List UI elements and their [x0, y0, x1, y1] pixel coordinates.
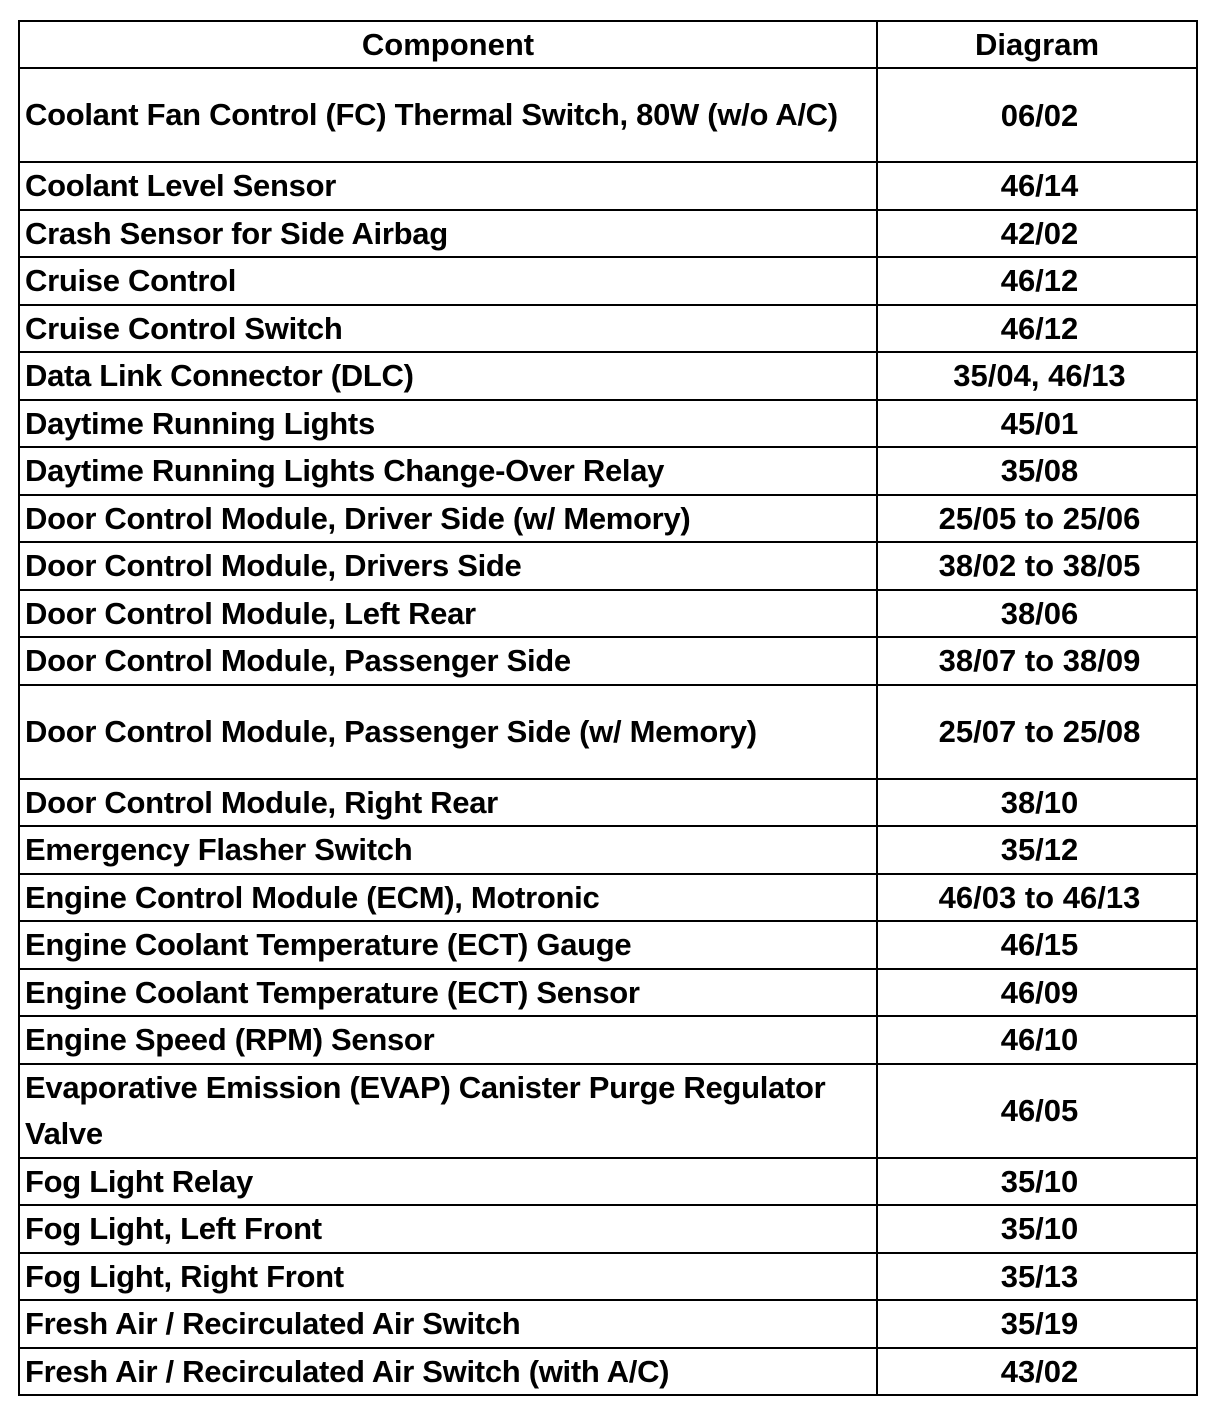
diagram-cell: 06/02 [877, 68, 1197, 162]
component-cell: Door Control Module, Right Rear [19, 779, 877, 827]
diagram-cell: 38/06 [877, 590, 1197, 638]
component-cell: Cruise Control [19, 257, 877, 305]
diagram-cell: 35/13 [877, 1253, 1197, 1301]
component-column-header: Component [19, 21, 877, 68]
diagram-cell: 42/02 [877, 210, 1197, 258]
component-cell: Door Control Module, Left Rear [19, 590, 877, 638]
table-row [19, 352, 1197, 400]
table-row [19, 874, 1197, 922]
diagram-cell: 43/02 [877, 1348, 1197, 1396]
diagram-cell: 25/07 to 25/08 [877, 685, 1197, 779]
table-row [19, 1158, 1197, 1206]
component-cell: Fog Light, Left Front [19, 1205, 877, 1253]
table-row [19, 1016, 1197, 1064]
table-row [19, 779, 1197, 827]
table-row [19, 1300, 1197, 1348]
diagram-cell: 46/12 [877, 257, 1197, 305]
diagram-cell: 46/12 [877, 305, 1197, 353]
table-row [19, 685, 1197, 779]
component-cell: Door Control Module, Passenger Side [19, 637, 877, 685]
table-row [19, 210, 1197, 258]
diagram-cell: 38/07 to 38/09 [877, 637, 1197, 685]
table-row [19, 1205, 1197, 1253]
table-row [19, 162, 1197, 210]
table-row [19, 969, 1197, 1017]
component-cell: Door Control Module, Passenger Side (w/ Memory) [19, 685, 877, 779]
component-cell: Door Control Module, Driver Side (w/ Memory) [19, 495, 877, 543]
diagram-cell: 46/10 [877, 1016, 1197, 1064]
table-row [19, 590, 1197, 638]
diagram-cell: 35/04, 46/13 [877, 352, 1197, 400]
component-cell: Fog Light, Right Front [19, 1253, 877, 1301]
component-cell: Engine Control Module (ECM), Motronic [19, 874, 877, 922]
table-row [19, 826, 1197, 874]
table-row [19, 305, 1197, 353]
component-cell: Coolant Fan Control (FC) Thermal Switch, 80W (w/o A/C) [19, 68, 877, 162]
table-row [19, 400, 1197, 448]
table-row [19, 257, 1197, 305]
diagram-cell: 38/02 to 38/05 [877, 542, 1197, 590]
diagram-cell: 35/10 [877, 1158, 1197, 1206]
table-row [19, 921, 1197, 969]
diagram-cell: 35/19 [877, 1300, 1197, 1348]
table-row [19, 68, 1197, 162]
table-row [19, 1348, 1197, 1396]
diagram-cell: 46/15 [877, 921, 1197, 969]
table-row [19, 1064, 1197, 1158]
diagram-cell: 35/08 [877, 447, 1197, 495]
diagram-cell: 38/10 [877, 779, 1197, 827]
table-row [19, 637, 1197, 685]
component-cell: Engine Speed (RPM) Sensor [19, 1016, 877, 1064]
component-cell: Cruise Control Switch [19, 305, 877, 353]
component-diagram-table [18, 20, 1198, 1396]
component-cell: Engine Coolant Temperature (ECT) Sensor [19, 969, 877, 1017]
diagram-cell: 46/05 [877, 1064, 1197, 1158]
diagram-cell: 45/01 [877, 400, 1197, 448]
table-row [19, 1253, 1197, 1301]
table-row [19, 542, 1197, 590]
diagram-cell: 25/05 to 25/06 [877, 495, 1197, 543]
table-row [19, 495, 1197, 543]
diagram-cell: 35/10 [877, 1205, 1197, 1253]
component-cell: Daytime Running Lights [19, 400, 877, 448]
component-cell: Fog Light Relay [19, 1158, 877, 1206]
diagram-cell: 46/14 [877, 162, 1197, 210]
diagram-cell: 35/12 [877, 826, 1197, 874]
component-cell: Fresh Air / Recirculated Air Switch (with A/C) [19, 1348, 877, 1396]
diagram-cell: 46/09 [877, 969, 1197, 1017]
component-cell: Coolant Level Sensor [19, 162, 877, 210]
diagram-cell: 46/03 to 46/13 [877, 874, 1197, 922]
component-cell: Fresh Air / Recirculated Air Switch [19, 1300, 877, 1348]
component-cell: Engine Coolant Temperature (ECT) Gauge [19, 921, 877, 969]
component-cell: Data Link Connector (DLC) [19, 352, 877, 400]
table-row [19, 447, 1197, 495]
diagram-column-header: Diagram [877, 21, 1197, 68]
component-cell: Emergency Flasher Switch [19, 826, 877, 874]
component-cell: Evaporative Emission (EVAP) Canister Purge Regulator Valve [19, 1064, 877, 1158]
component-cell: Door Control Module, Drivers Side [19, 542, 877, 590]
header-row [19, 21, 1197, 68]
component-cell: Crash Sensor for Side Airbag [19, 210, 877, 258]
component-cell: Daytime Running Lights Change-Over Relay [19, 447, 877, 495]
